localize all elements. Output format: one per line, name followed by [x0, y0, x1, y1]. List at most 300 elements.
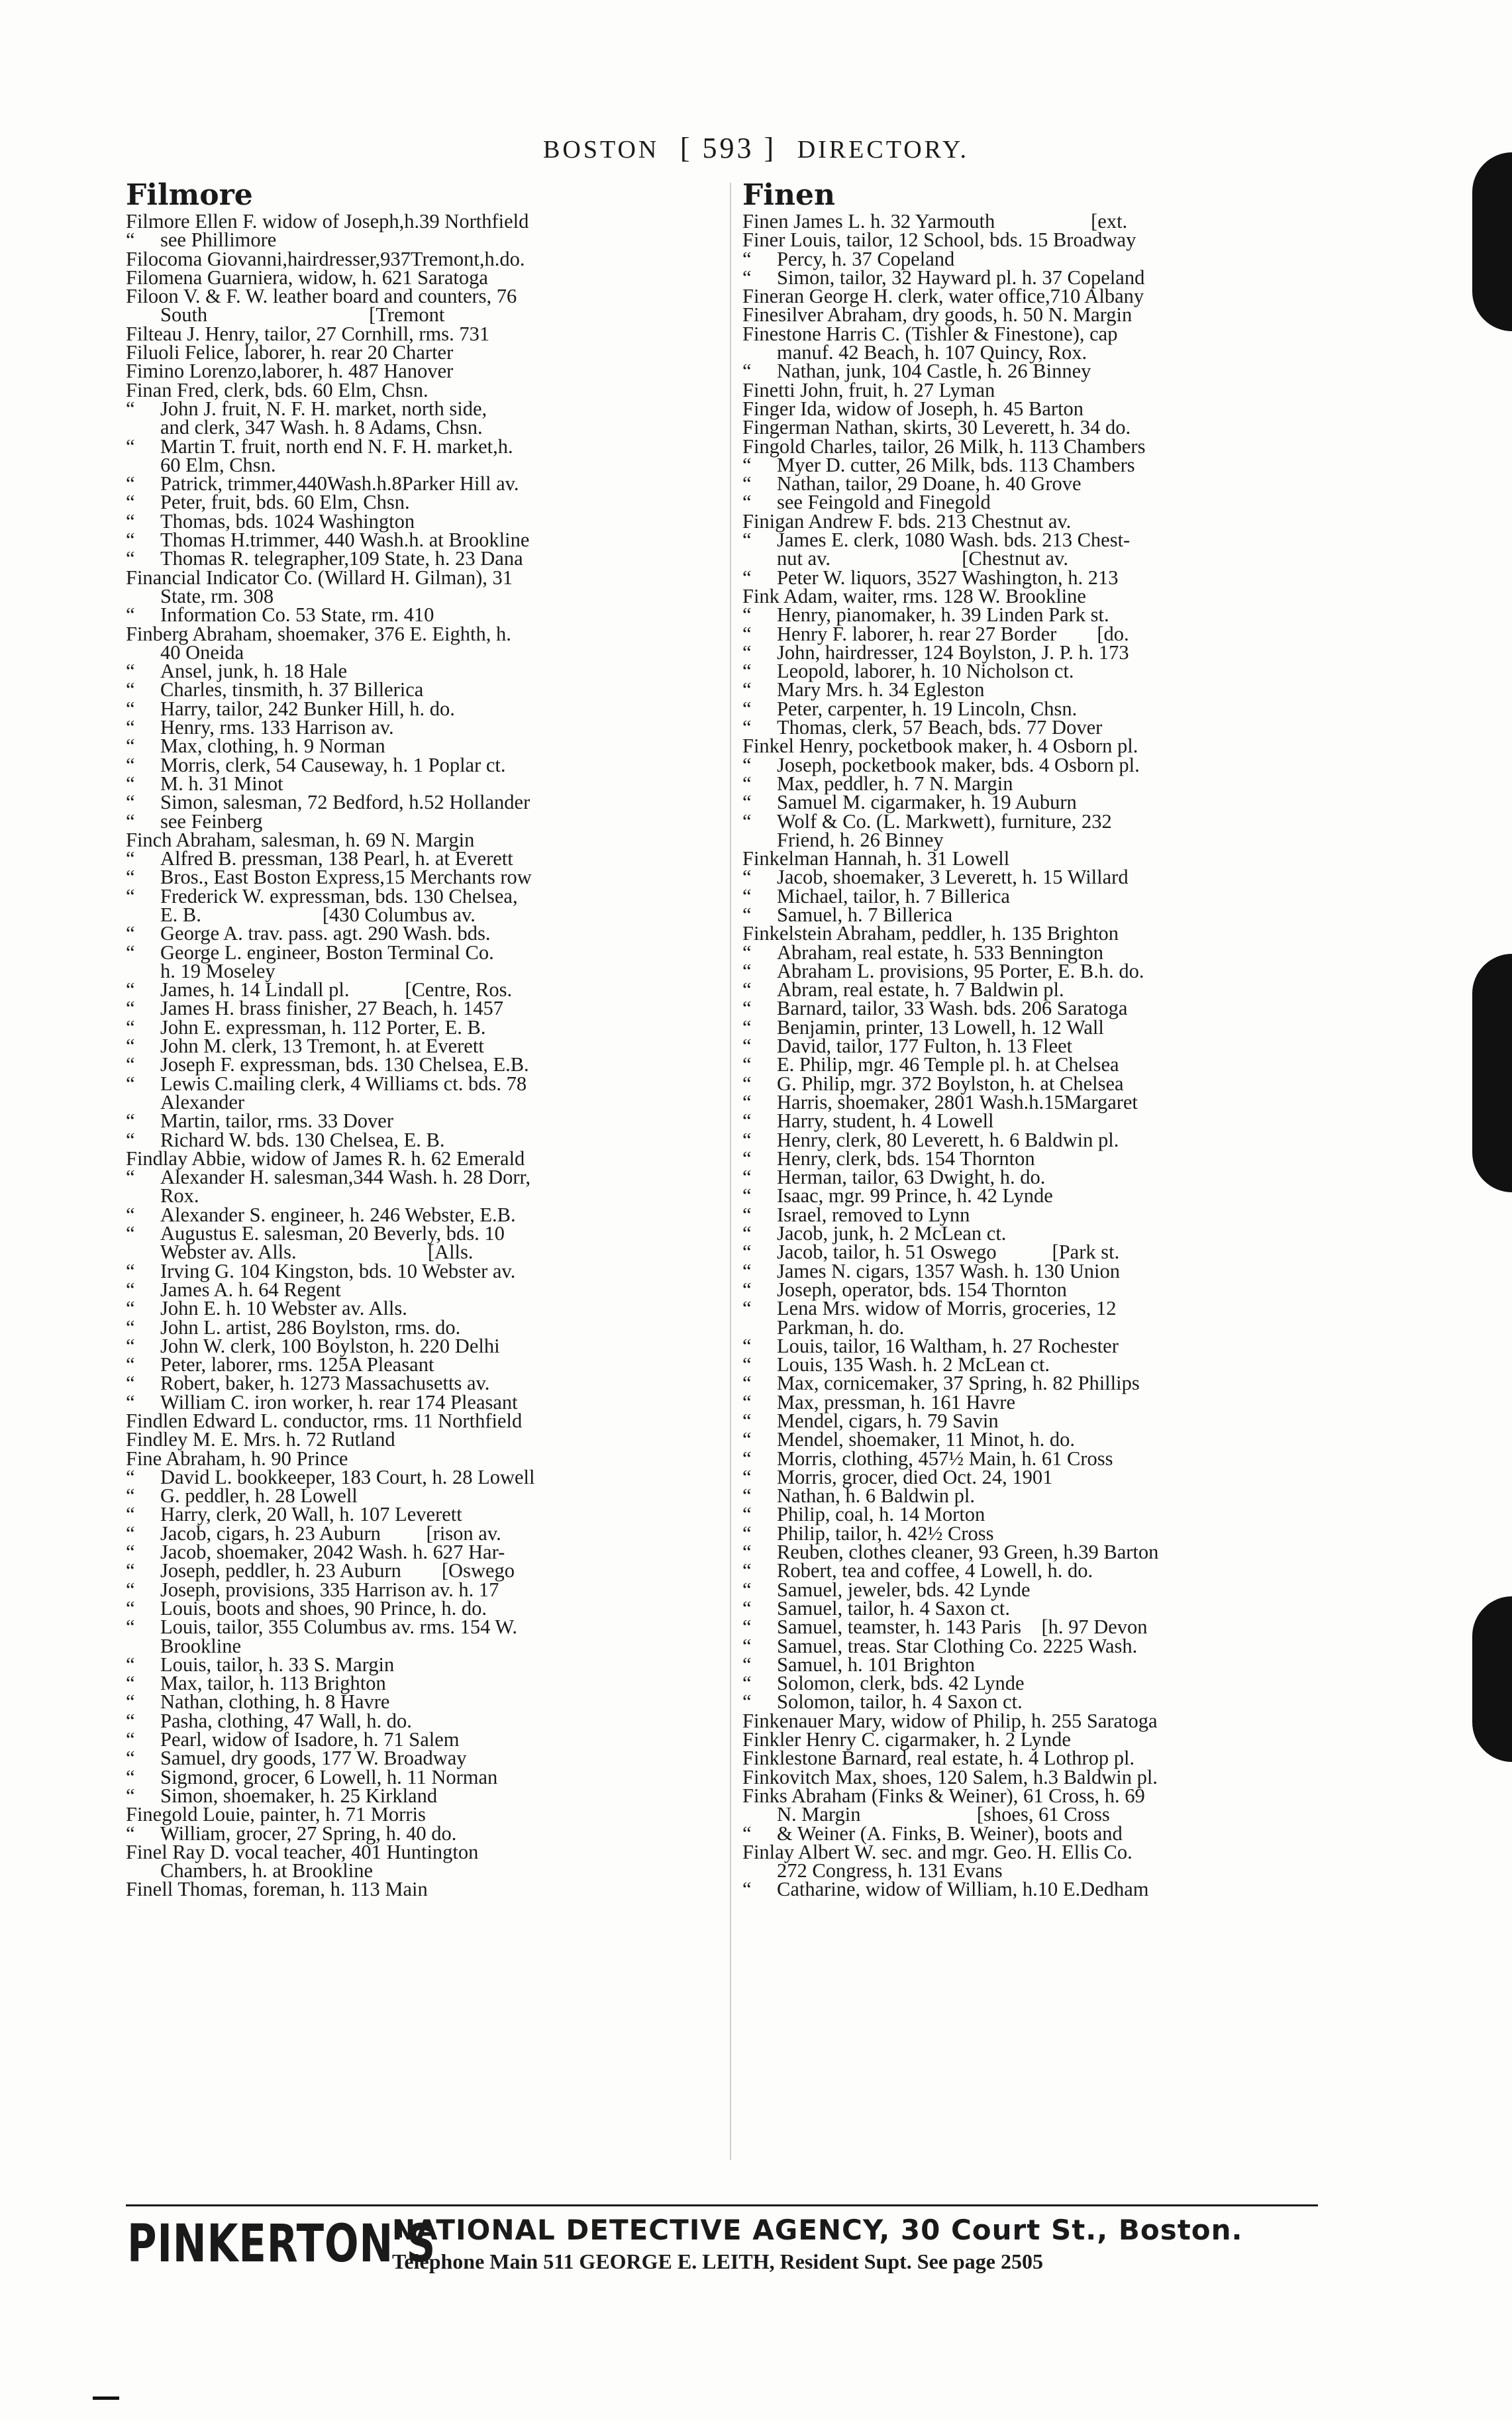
ditto-mark: “: [126, 1484, 135, 1508]
entry-text: Samuel, jeweler, bds. 42 Lynde: [777, 1578, 1031, 1601]
ditto-mark: “: [742, 360, 752, 383]
ditto-mark: “: [126, 716, 135, 739]
entry-text: Jacob, shoemaker, 3 Leverett, h. 15 Willard: [777, 866, 1129, 889]
directory-entry: [742, 229, 1325, 252]
ditto-mark: “: [126, 1559, 135, 1582]
ditto-mark: “: [742, 1297, 752, 1320]
ditto-mark: “: [126, 1072, 135, 1095]
directory-entry: [126, 753, 709, 776]
ditto-mark: “: [126, 866, 135, 889]
ditto-mark: “: [742, 997, 752, 1020]
ditto-mark: “: [742, 678, 752, 701]
directory-entry: [126, 1315, 709, 1339]
ditto-mark: “: [126, 1596, 135, 1620]
directory-entry: [742, 584, 1325, 607]
directory-entry: [126, 622, 709, 645]
entry-text: James N. cigars, 1357 Wash. h. 130 Union: [777, 1259, 1120, 1282]
directory-entry: [742, 1074, 1325, 1093]
ditto-mark: “: [126, 1616, 135, 1639]
entry-text: Louis, tailor, h. 33 S. Margin: [160, 1653, 395, 1676]
entry-text: Ansel, junk, h. 18 Hale: [160, 660, 348, 683]
entry-text: Nathan, tailor, 29 Doane, h. 40 Grove: [777, 472, 1082, 495]
directory-entry: [742, 1503, 1325, 1526]
entry-text: Finkenauer Mary, widow of Philip, h. 255 Saratoga: [742, 1709, 1158, 1732]
ditto-mark: “: [742, 1278, 752, 1301]
directory-entry: [742, 1128, 1325, 1151]
ditto-mark: “: [126, 1334, 135, 1357]
ditto-mark: “: [742, 660, 752, 683]
entry-text: David, tailor, 177 Fulton, h. 13 Fleet: [777, 1035, 1073, 1058]
ditto-mark: “: [126, 1578, 135, 1601]
entry-text: Alfred B. pressman, 138 Pearl, h. at Everett: [160, 847, 513, 870]
entry-text: Brookline: [160, 1634, 241, 1657]
entry-text: Thomas, bds. 1024 Washington: [160, 509, 415, 533]
directory-entry: [126, 1015, 709, 1039]
entry-text: Fine Abraham, h. 90 Prince: [126, 1447, 348, 1470]
directory-entry: [126, 360, 709, 383]
ditto-mark: “: [742, 1559, 752, 1582]
directory-entry: [742, 529, 1325, 552]
entry-continuation: [742, 828, 1325, 851]
entry-continuation: [742, 343, 1325, 362]
directory-entry: [742, 212, 1325, 231]
directory-entry: [126, 399, 709, 418]
directory-entry: [742, 1521, 1325, 1545]
entry-text: Finell Thomas, foreman, h. 113 Main: [126, 1878, 428, 1901]
ditto-mark: “: [126, 697, 135, 720]
page-edge-shadow: [1472, 152, 1512, 331]
entry-text: William, grocer, 27 Spring, h. 40 do.: [160, 1822, 457, 1845]
directory-entry: [742, 1561, 1325, 1580]
ditto-mark: “: [742, 1090, 752, 1113]
entry-continuation: [126, 1861, 709, 1880]
directory-entry: [742, 849, 1325, 868]
ditto-mark: “: [126, 1690, 135, 1714]
ditto-mark: “: [126, 1822, 135, 1845]
entry-text: Louis, tailor, 355 Columbus av. rms. 154 W.: [160, 1616, 518, 1639]
entry-text: see Phillimore: [160, 229, 277, 252]
entry-text: Samuel, treas. Star Clothing Co. 2225 Wash.: [777, 1634, 1138, 1657]
column-heading: Finen: [742, 178, 835, 212]
ditto-mark: “: [126, 847, 135, 870]
entry-text: Filuoli Felice, laborer, h. rear 20 Charter: [126, 341, 454, 364]
entry-text: Samuel, teamster, h. 143 Paris [h. 97 Devon: [777, 1616, 1148, 1639]
entry-text: Harry, tailor, 242 Bunker Hill, h. do.: [160, 697, 455, 720]
directory-entry: [126, 718, 709, 737]
directory-entry: [742, 735, 1325, 758]
directory-entry: [126, 229, 709, 252]
entry-text: Samuel, dry goods, 177 W. Broadway: [160, 1747, 467, 1770]
ditto-mark: “: [126, 1541, 135, 1564]
entry-text: William C. iron worker, h. rear 174 Pleasant: [160, 1390, 518, 1414]
ditto-mark: “: [742, 1428, 752, 1451]
entry-text: Pasha, clothing, 47 Wall, h. do.: [160, 1709, 412, 1732]
ditto-mark: “: [742, 1541, 752, 1564]
ditto-mark: “: [126, 1765, 135, 1788]
entry-text: Fineran George H. clerk, water office,710 Albany: [742, 285, 1144, 308]
entry-text: Robert, baker, h. 1273 Massachusetts av.: [160, 1372, 490, 1395]
entry-continuation: [742, 1805, 1325, 1824]
entry-continuation: [126, 643, 709, 662]
entry-text: Finkovitch Max, shoes, 120 Salem, h.3 Baldwin pl.: [742, 1765, 1158, 1788]
directory-entry: [742, 1334, 1325, 1357]
directory-entry: [742, 643, 1325, 662]
directory-entry: [742, 1109, 1325, 1133]
ditto-mark: “: [742, 1521, 752, 1545]
entry-text: Peter, laborer, rms. 125A Pleasant: [160, 1353, 434, 1376]
directory-entry: [126, 1616, 709, 1639]
directory-entry: [742, 1241, 1325, 1264]
entry-continuation: [126, 303, 709, 327]
entry-text: Filomena Guarniera, widow, h. 621 Saratoga: [126, 266, 488, 289]
ad-brand: PINKERTON'S: [127, 2214, 436, 2274]
ditto-mark: “: [742, 1484, 752, 1508]
directory-entry: [742, 680, 1325, 699]
directory-entry: [126, 529, 709, 552]
ditto-mark: “: [126, 753, 135, 776]
directory-entry: [742, 1690, 1325, 1714]
directory-entry: [742, 1878, 1325, 1901]
directory-entry: [126, 1840, 709, 1863]
entry-text: Martin T. fruit, north end N. F. H. market,h.: [160, 435, 513, 458]
ditto-mark: “: [742, 1465, 752, 1488]
directory-entry: [126, 1730, 709, 1749]
entry-text: M. h. 31 Minot: [160, 772, 283, 795]
ad-subline: Telephone Main 511 GEORGE E. LEITH, Resident Supt. See page 2505: [392, 2249, 1043, 2273]
directory-entry: [742, 1297, 1325, 1320]
directory-entry: [742, 866, 1325, 889]
entry-text: Alexander: [160, 1090, 245, 1113]
directory-entry: [742, 924, 1325, 943]
directory-entry: [126, 978, 709, 1002]
directory-entry: [742, 303, 1325, 327]
entry-text: Barnard, tailor, 33 Wash. bds. 206 Saratoga: [777, 997, 1128, 1020]
directory-entry: [742, 1372, 1325, 1395]
directory-entry: [126, 866, 709, 889]
entry-text: John W. clerk, 100 Boylston, h. 220 Delhi: [160, 1334, 500, 1357]
directory-entry: [742, 1055, 1325, 1074]
entry-text: Chambers, h. at Brookline: [160, 1859, 374, 1882]
entry-text: Findley M. E. Mrs. h. 72 Rutland: [126, 1428, 395, 1451]
entry-text: Harris, shoemaker, 2801 Wash.h.15Margaret: [777, 1090, 1138, 1113]
footer-rule: [126, 2204, 1318, 2206]
directory-entry: [126, 997, 709, 1020]
entry-text: Fingerman Nathan, skirts, 30 Leverett, h. 34 do.: [742, 416, 1131, 439]
directory-entry: [126, 285, 709, 308]
directory-entry: [126, 1541, 709, 1564]
ditto-mark: “: [742, 903, 752, 926]
entry-text: Frederick W. expressman, bds. 130 Chelsea,: [160, 884, 518, 907]
entry-text: Finkler Henry C. cigarmaker, h. 2 Lynde: [742, 1728, 1071, 1751]
page-header: [0, 131, 1512, 165]
ditto-mark: “: [126, 1166, 135, 1189]
directory-entry: [742, 905, 1325, 924]
ditto-mark: “: [742, 1372, 752, 1395]
directory-entry: [126, 1465, 709, 1488]
entry-text: Filocoma Giovanni,hairdresser,937Tremont,h.do.: [126, 247, 525, 270]
directory-entry: [742, 997, 1325, 1020]
ditto-mark: “: [126, 1109, 135, 1133]
entry-text: John E. h. 10 Webster av. Alls.: [160, 1297, 407, 1320]
directory-entry: [126, 268, 709, 287]
entry-text: Joseph, provisions, 335 Harrison av. h. 17: [160, 1578, 499, 1601]
ditto-mark: “: [742, 1878, 752, 1901]
ditto-mark: “: [742, 1053, 752, 1076]
directory-entry: [126, 699, 709, 718]
directory-entry: [742, 959, 1325, 982]
ditto-mark: “: [742, 1109, 752, 1133]
entry-text: Max, cornicemaker, 37 Spring, h. 82 Phillips: [777, 1372, 1140, 1395]
ditto-mark: “: [126, 1784, 135, 1807]
entry-text: Fimino Lorenzo,laborer, h. 487 Hanover: [126, 360, 454, 383]
directory-entry: [742, 1541, 1325, 1564]
entry-text: South [Tremont: [160, 303, 445, 327]
entry-text: John J. fruit, N. F. H. market, north side,: [160, 397, 487, 420]
directory-entry: [126, 1334, 709, 1357]
entry-text: Joseph, operator, bds. 154 Thornton: [777, 1278, 1067, 1301]
directory-entry: [126, 1074, 709, 1093]
entry-text: Reuben, clothes cleaner, 93 Green, h.39 Barton: [777, 1541, 1159, 1564]
entry-text: Benjamin, printer, 13 Lowell, h. 12 Wall: [777, 1015, 1104, 1039]
directory-entry: [742, 943, 1325, 962]
ditto-mark: “: [742, 1015, 752, 1039]
directory-entry: [126, 603, 709, 627]
directory-entry: [126, 1709, 709, 1732]
ditto-mark: “: [742, 1259, 752, 1282]
directory-entry: [126, 322, 709, 345]
directory-entry: [742, 1672, 1325, 1695]
entry-continuation: [126, 1184, 709, 1208]
entry-text: Finigan Andrew F. bds. 213 Chestnut av.: [742, 509, 1072, 533]
directory-entry: [742, 491, 1325, 514]
ditto-mark: “: [742, 1578, 752, 1601]
entry-text: Max, peddler, h. 7 N. Margin: [777, 772, 1013, 795]
header-city: BOSTON: [543, 136, 660, 164]
ditto-mark: “: [126, 547, 135, 570]
entry-text: Finesilver Abraham, dry goods, h. 50 N. Margin: [742, 303, 1133, 327]
directory-entry: [126, 1449, 709, 1468]
ditto-mark: “: [742, 1653, 752, 1676]
ditto-mark: “: [126, 509, 135, 533]
directory-entry: [126, 1672, 709, 1695]
directory-entry: [126, 1372, 709, 1395]
directory-entry: [742, 1355, 1325, 1374]
right-column: [742, 180, 1325, 1899]
ditto-mark: “: [742, 491, 752, 514]
entry-text: Robert, tea and coffee, 4 Lowell, h. do.: [777, 1559, 1093, 1582]
entry-text: Fingold Charles, tailor, 26 Milk, h. 113 Chambers: [742, 435, 1146, 458]
entry-text: Morris, clerk, 54 Causeway, h. 1 Poplar ct.: [160, 753, 506, 776]
ditto-mark: “: [742, 959, 752, 982]
directory-entry: [742, 1655, 1325, 1674]
entry-text: David L. bookkeeper, 183 Court, h. 28 Lowell: [160, 1465, 535, 1488]
directory-entry: [126, 1055, 709, 1074]
directory-entry: [126, 343, 709, 362]
entry-text: Finch Abraham, salesman, h. 69 N. Margin: [126, 828, 475, 851]
directory-entry: [742, 622, 1325, 645]
ditto-mark: “: [126, 1747, 135, 1770]
directory-entry: [742, 1449, 1325, 1468]
ditto-mark: “: [742, 1690, 752, 1714]
header-title: DIRECTORY.: [797, 136, 969, 164]
directory-entry: [742, 1015, 1325, 1039]
entry-text: Thomas H.trimmer, 440 Wash.h. at Brookline: [160, 529, 530, 552]
entry-text: Irving G. 104 Kingston, bds. 10 Webster av.: [160, 1259, 516, 1282]
ditto-mark: “: [742, 978, 752, 1002]
directory-entry: [126, 1430, 709, 1449]
entry-text: Finkelstein Abraham, peddler, h. 135 Brighton: [742, 922, 1119, 945]
entry-text: Thomas, clerk, 57 Beach, bds. 77 Dover: [777, 716, 1103, 739]
entry-text: Mary Mrs. h. 34 Egleston: [777, 678, 985, 701]
entry-text: Friend, h. 26 Binney: [777, 828, 944, 851]
directory-entry: [126, 924, 709, 943]
directory-entry: [126, 828, 709, 851]
directory-entry: [742, 978, 1325, 1002]
directory-entry: [126, 1128, 709, 1151]
entry-continuation: [126, 1241, 709, 1264]
page-number: [ 593 ]: [680, 132, 777, 164]
ditto-mark: “: [742, 772, 752, 795]
directory-entry: [126, 1390, 709, 1414]
directory-entry: [742, 603, 1325, 627]
directory-entry: [126, 1561, 709, 1580]
directory-entry: [126, 1297, 709, 1320]
directory-entry: [742, 809, 1325, 833]
entry-text: Webster av. Alls. [Alls.: [160, 1241, 474, 1264]
directory-entry: [126, 549, 709, 568]
directory-entry: [126, 1259, 709, 1282]
column-divider: [730, 183, 731, 2160]
entry-text: Abraham, real estate, h. 533 Bennington: [777, 941, 1103, 964]
directory-entry: [742, 1259, 1325, 1282]
entry-text: Abraham L. provisions, 95 Porter, E. B.h. do.: [777, 959, 1144, 982]
ditto-mark: “: [126, 978, 135, 1002]
ditto-mark: “: [126, 435, 135, 458]
directory-entry: [126, 1655, 709, 1674]
entry-text: Finetti John, fruit, h. 27 Lyman: [742, 378, 995, 401]
directory-entry: [126, 791, 709, 814]
directory-entry: [742, 509, 1325, 533]
ditto-mark: “: [126, 1503, 135, 1526]
ditto-mark: “: [742, 753, 752, 776]
ditto-mark: “: [742, 941, 752, 964]
entry-text: and clerk, 347 Wash. h. 8 Adams, Chsn.: [160, 416, 483, 439]
entry-text: Max, pressman, h. 161 Havre: [777, 1390, 1015, 1414]
directory-entry: [126, 1224, 709, 1243]
directory-entry: [742, 360, 1325, 383]
entry-text: Information Co. 53 State, rm. 410: [160, 603, 434, 627]
entry-text: Jacob, cigars, h. 23 Auburn [rison av.: [160, 1521, 501, 1545]
directory-entry: [126, 1412, 709, 1430]
entry-text: Richard W. bds. 130 Chelsea, E. B.: [160, 1128, 445, 1151]
entry-text: Catharine, widow of William, h.10 E.Dedham: [777, 1878, 1149, 1901]
entry-text: John, hairdresser, 124 Boylston, J. P. h. 173: [777, 641, 1129, 664]
entry-text: Pearl, widow of Isadore, h. 71 Salem: [160, 1728, 460, 1751]
entry-text: James E. clerk, 1080 Wash. bds. 213 Chest-: [777, 529, 1131, 552]
directory-entry: [742, 437, 1325, 456]
ditto-mark: “: [742, 566, 752, 589]
ditto-mark: “: [126, 1278, 135, 1301]
entry-text: Nathan, h. 6 Baldwin pl.: [777, 1484, 976, 1508]
entry-text: Max, tailor, h. 113 Brighton: [160, 1672, 386, 1695]
entry-text: Finen James L. h. 32 Yarmouth [ext.: [742, 210, 1128, 232]
left-column: [126, 180, 709, 1899]
directory-entry: [126, 509, 709, 533]
directory-entry: [742, 1430, 1325, 1449]
directory-entry: [742, 1596, 1325, 1620]
entry-text: Finkel Henry, pocketbook maker, h. 4 Osborn pl.: [742, 735, 1138, 758]
ditto-mark: “: [742, 884, 752, 907]
ditto-mark: “: [126, 529, 135, 552]
entry-text: Samuel, tailor, h. 4 Saxon ct.: [777, 1596, 1011, 1620]
ditto-mark: “: [126, 772, 135, 795]
entry-text: Herman, tailor, 63 Dwight, h. do.: [777, 1166, 1046, 1189]
entry-text: Rox.: [160, 1184, 199, 1208]
directory-entry: [742, 753, 1325, 776]
entry-text: Finan Fred, clerk, bds. 60 Elm, Chsn.: [126, 378, 428, 401]
directory-entry: [742, 418, 1325, 437]
ditto-mark: “: [742, 1203, 752, 1226]
directory-entry: [742, 1840, 1325, 1863]
ditto-mark: “: [126, 1521, 135, 1545]
entry-text: Israel, removed to Lynn: [777, 1203, 970, 1226]
entry-text: Philip, tailor, h. 42½ Cross: [777, 1521, 994, 1545]
directory-entry: [126, 474, 709, 493]
entry-continuation: [126, 584, 709, 607]
directory-entry: [126, 884, 709, 907]
entry-text: State, rm. 308: [160, 584, 274, 607]
entry-text: E. B. [430 Columbus av.: [160, 903, 476, 926]
entry-text: John L. artist, 286 Boylston, rms. do.: [160, 1315, 461, 1339]
entry-text: Fink Adam, waiter, rms. 128 W. Brookline: [742, 584, 1086, 607]
entry-text: James A. h. 64 Regent: [160, 1278, 341, 1301]
entry-text: Filmore Ellen F. widow of Joseph,h.39 Northfield: [126, 210, 529, 232]
entry-text: Joseph F. expressman, bds. 130 Chelsea, E.B.: [160, 1053, 529, 1076]
directory-entry: [742, 1634, 1325, 1657]
entry-text: Martin, tailor, rms. 33 Dover: [160, 1109, 394, 1133]
directory-entry: [126, 378, 709, 401]
ditto-mark: “: [126, 791, 135, 814]
ditto-mark: “: [742, 809, 752, 833]
directory-entry: [742, 474, 1325, 493]
ditto-mark: “: [126, 941, 135, 964]
ditto-mark: “: [742, 1128, 752, 1151]
directory-entry: [126, 943, 709, 962]
entry-text: Abram, real estate, h. 7 Baldwin pl.: [777, 978, 1064, 1002]
directory-entry: [126, 1824, 709, 1843]
entry-text: Alexander H. salesman,344 Wash. h. 28 Dorr,: [160, 1166, 531, 1189]
entry-text: Philip, coal, h. 14 Morton: [777, 1503, 985, 1526]
directory-entry: [742, 1824, 1325, 1843]
entry-text: 40 Oneida: [160, 641, 244, 664]
entry-text: John M. clerk, 13 Tremont, h. at Everett: [160, 1035, 484, 1058]
directory-entry: [126, 1203, 709, 1226]
entry-text: Myer D. cutter, 26 Milk, bds. 113 Chambers: [777, 453, 1135, 476]
entry-text: see Feinberg: [160, 809, 263, 833]
ditto-mark: “: [742, 1334, 752, 1357]
ditto-mark: “: [126, 603, 135, 627]
entry-text: Joseph, peddler, h. 23 Auburn [Oswego: [160, 1559, 515, 1582]
entry-text: see Feingold and Finegold: [777, 491, 991, 514]
entry-text: Patrick, trimmer,440Wash.h.8Parker Hill av.: [160, 472, 519, 495]
ditto-mark: “: [126, 884, 135, 907]
entry-text: Louis, 135 Wash. h. 2 McLean ct.: [777, 1353, 1050, 1376]
directory-entry: [742, 1166, 1325, 1189]
entry-text: 60 Elm, Chsn.: [160, 453, 276, 476]
entry-text: G. peddler, h. 28 Lowell: [160, 1484, 358, 1508]
directory-entry: [126, 1690, 709, 1714]
entry-text: Jacob, shoemaker, 2042 Wash. h. 627 Har-: [160, 1541, 505, 1564]
